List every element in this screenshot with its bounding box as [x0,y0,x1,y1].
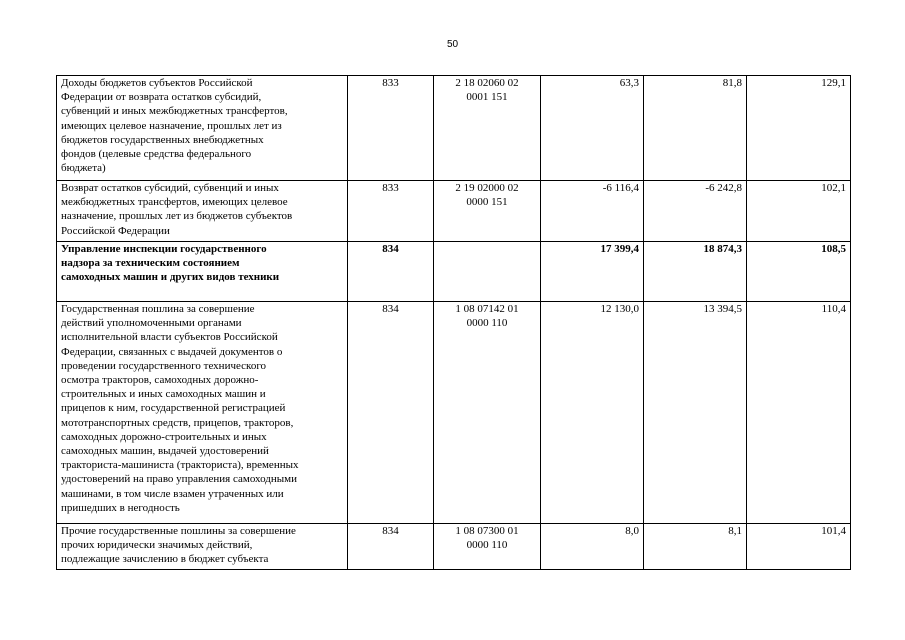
actual-value-cell: 18 874,3 [644,242,747,302]
name-line: бюджета) [61,162,106,175]
budget-classification-code-cell [434,76,541,181]
admin-code-cell: 834 [348,242,434,302]
percent-value-cell: 102,1 [747,181,851,242]
name-line: назначение, прошлых лет из бюджетов субъектов [61,210,293,223]
table-row [57,302,851,524]
table-row [57,524,851,570]
name-line: действий уполномоченными органами [61,317,242,330]
percent-value-cell: 108,5 [747,242,851,302]
revenue-name-cell [57,302,348,524]
table-row [57,181,851,242]
budget-classification-code-cell [434,524,541,570]
plan-value-cell: 63,3 [541,76,644,181]
code-line: 0000 110 [466,317,508,330]
name-line: тракториста-машиниста (тракториста), временных [61,459,299,472]
name-line: Федерации от возврата остатков субсидий, [61,91,262,104]
code-line: 1 08 07300 01 [455,525,519,537]
code-line: 0001 151 [466,91,508,104]
table-row-department-total [57,242,851,302]
name-line: прочих юридически значимых действий, [61,539,253,552]
code-line: 2 18 02060 02 [455,77,519,89]
name-line: строительных и иных самоходных машин и [61,388,266,401]
name-line: самоходных дорожно-строительных и иных [61,430,267,443]
name-line: самоходных машин и других видов техники [61,271,280,284]
name-line: межбюджетных трансфертов, имеющих целевое [61,196,288,209]
page-number: 50 [446,39,459,50]
code-line: 1 08 07142 01 [455,303,519,315]
name-line: Возврат остатков субсидий, субвенций и иных [61,182,279,194]
percent-value-cell: 101,4 [747,524,851,570]
percent-value-cell: 129,1 [747,76,851,181]
name-line: фондов (целевые средства федерального [61,148,252,161]
name-line: имеющих целевое назначение, прошлых лет из [61,119,282,132]
admin-code-cell: 833 [348,181,434,242]
name-line: Государственная пошлина за совершение [61,303,255,315]
plan-value-cell: 8,0 [541,524,644,570]
revenue-name-cell [57,524,348,570]
name-line: надзора за техническим состоянием [61,257,240,270]
admin-code-cell: 834 [348,302,434,524]
name-line: подлежащие зачислению в бюджет субъекта [61,553,269,566]
name-line: бюджетов государственных внебюджетных [61,133,264,146]
table-row [57,76,851,181]
actual-value-cell: 8,1 [644,524,747,570]
budget-revenue-table [56,75,851,570]
revenue-name-cell [57,181,348,242]
actual-value-cell: 81,8 [644,76,747,181]
revenue-name-cell [57,76,348,181]
budget-classification-code-cell [434,302,541,524]
code-line: 2 19 02000 02 [455,182,519,194]
department-name-cell [57,242,348,302]
name-line: пришедших в негодность [61,501,180,514]
admin-code-cell: 833 [348,76,434,181]
name-line: Прочие государственные пошлины за совершение [61,525,296,537]
plan-value-cell: 17 399,4 [541,242,644,302]
name-line: удостоверений на право управления самоходными [61,473,298,486]
name-line: Доходы бюджетов субъектов Российской [61,77,253,89]
name-line: Российской Федерации [61,224,170,237]
name-line: субвенций и иных межбюджетных трансфертов, [61,105,288,118]
code-line: 0000 110 [466,539,508,552]
name-line: проведении государственного технического [61,359,267,372]
name-line: мототранспортных средств, прицепов, тракторов, [61,416,294,429]
budget-classification-code-cell [434,181,541,242]
name-line: машинами, в том числе взамен утраченных или [61,487,284,500]
code-line: 0000 151 [466,196,508,209]
name-line: Управление инспекции государственного [61,243,267,255]
name-line: Федерации, связанных с выдачей документов о [61,345,283,358]
actual-value-cell: -6 242,8 [644,181,747,242]
name-line: исполнительной власти субъектов Российской [61,331,278,344]
actual-value-cell: 13 394,5 [644,302,747,524]
percent-value-cell: 110,4 [747,302,851,524]
budget-classification-code-cell [434,242,541,302]
plan-value-cell: -6 116,4 [541,181,644,242]
admin-code-cell: 834 [348,524,434,570]
name-line: осмотра тракторов, самоходных дорожно- [61,374,259,387]
name-line: прицепов к ним, государственной регистрацией [61,402,286,415]
plan-value-cell: 12 130,0 [541,302,644,524]
name-line: самоходных машин, выдачей удостоверений [61,445,269,458]
